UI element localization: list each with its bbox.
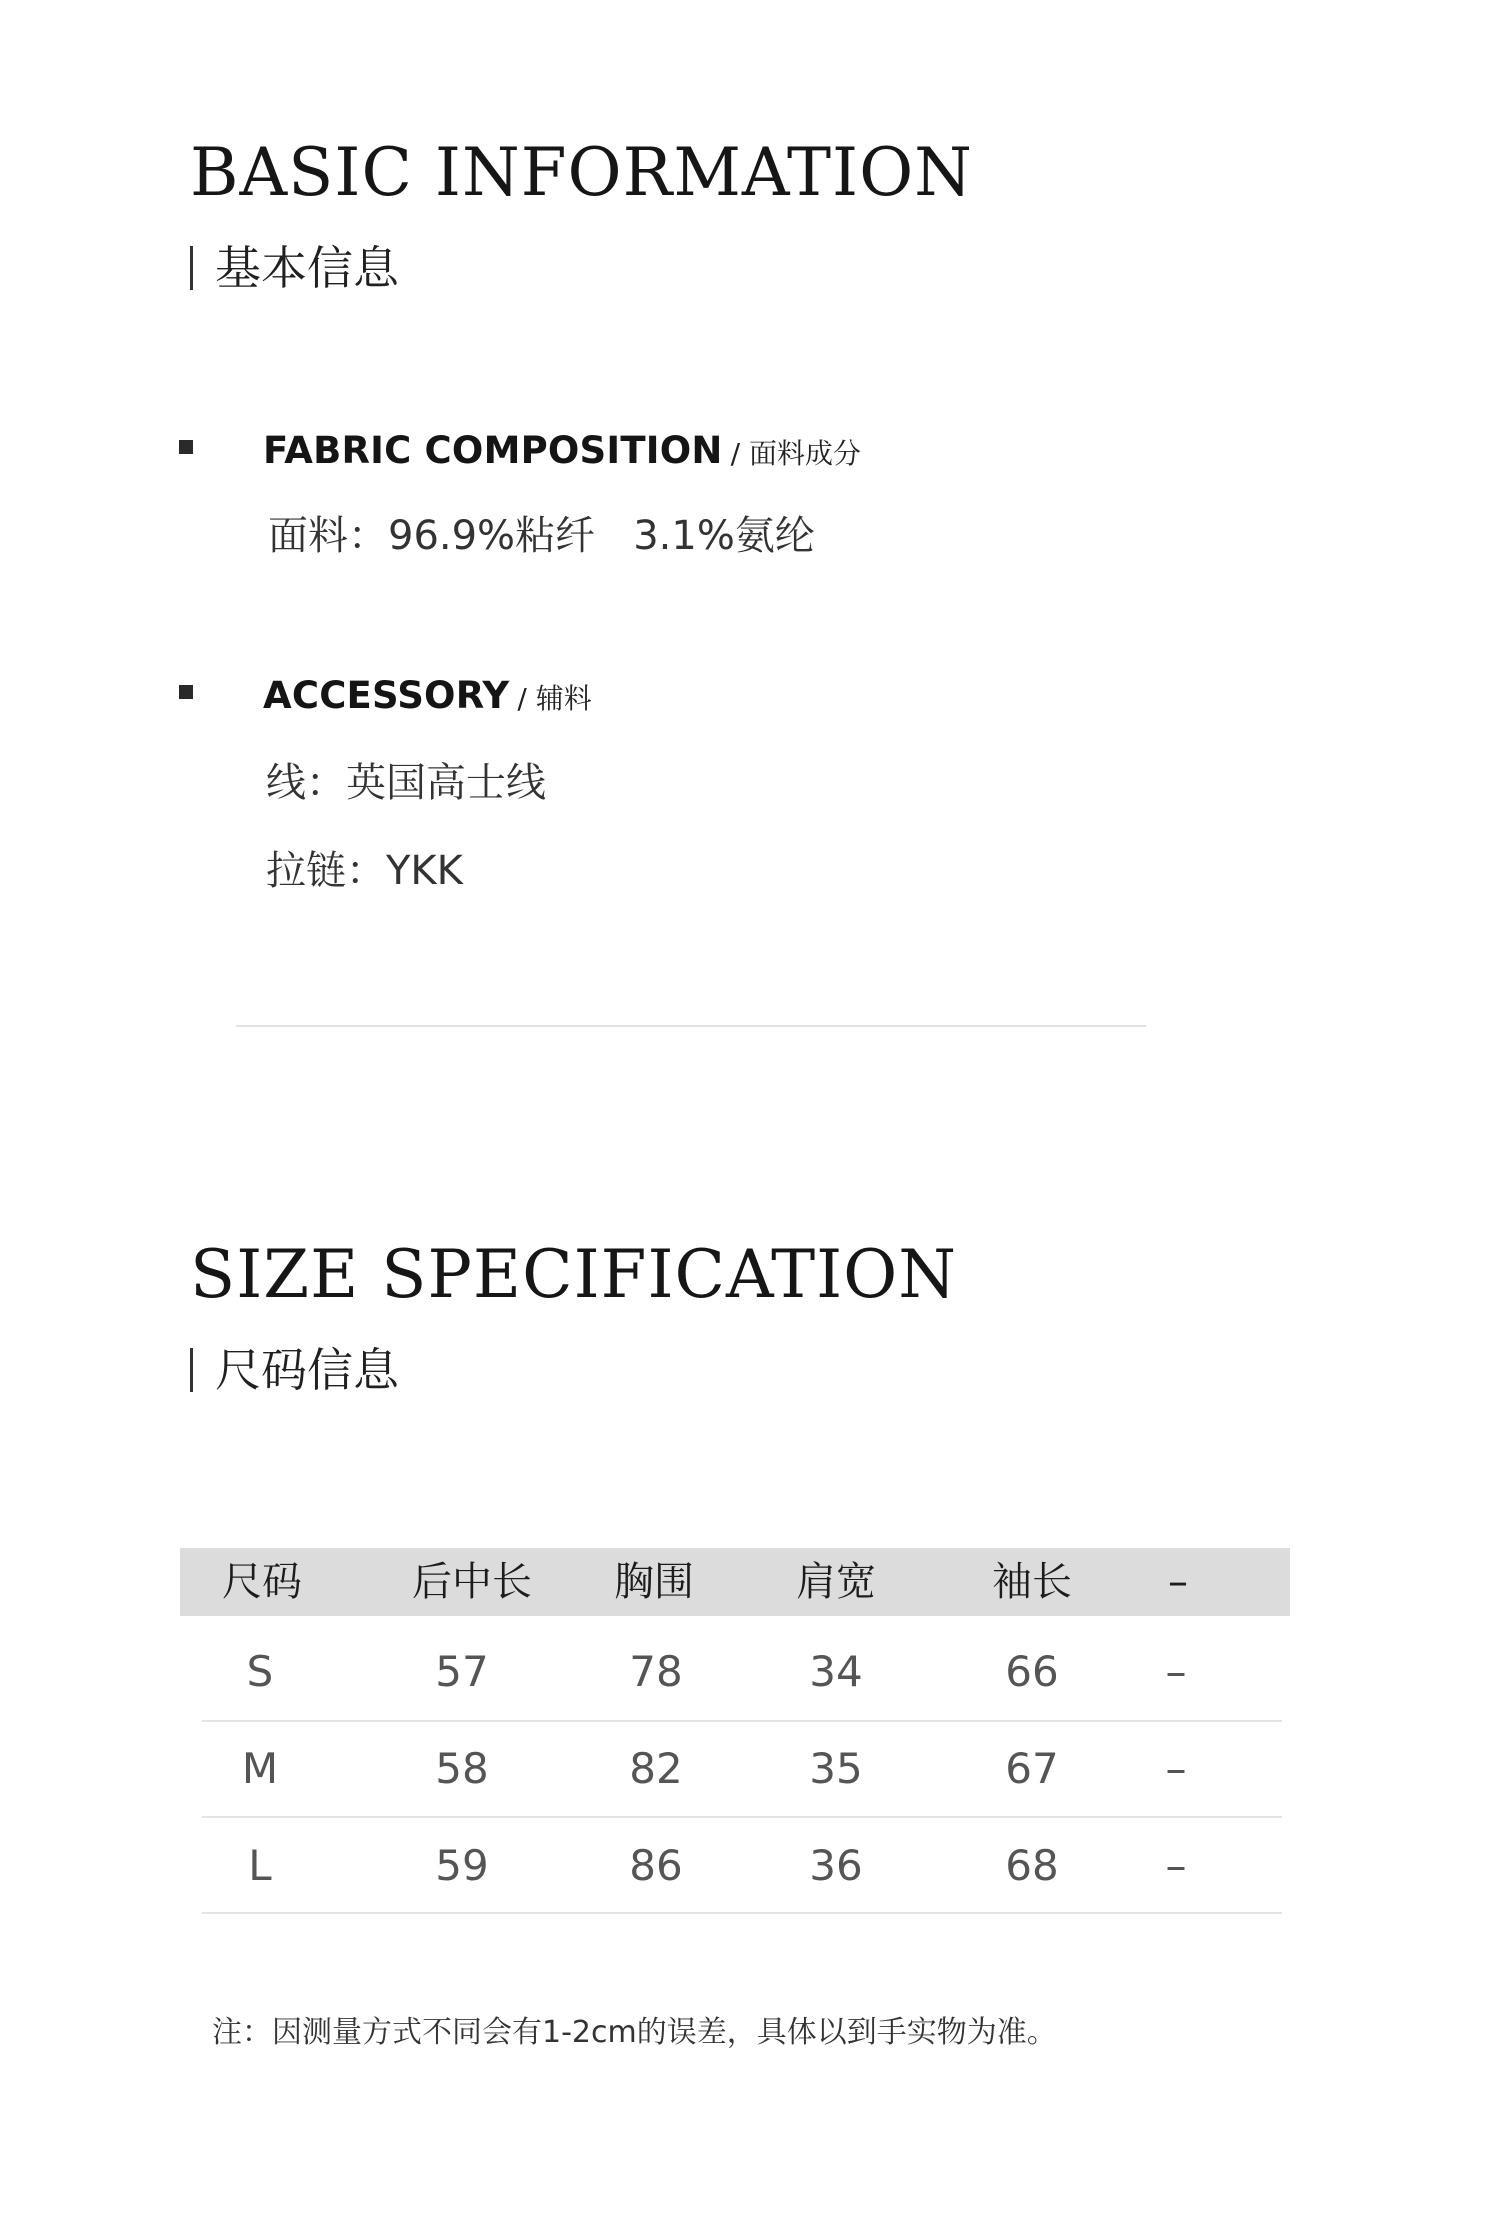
size-spec-subtitle bbox=[190, 1343, 399, 1397]
cell-chest: 86 bbox=[629, 1841, 683, 1890]
cell-chest: 78 bbox=[629, 1647, 683, 1696]
header-size: 尺码 bbox=[222, 1559, 302, 1605]
row-divider bbox=[202, 1912, 1282, 1914]
cell-extra: – bbox=[1165, 1647, 1187, 1696]
cell-size: L bbox=[248, 1841, 272, 1890]
accessory-heading-en: ACCESSORY bbox=[263, 674, 510, 717]
cell-length: 59 bbox=[435, 1841, 489, 1890]
table-row bbox=[180, 1744, 1290, 1798]
table-row bbox=[180, 1647, 1290, 1701]
cell-sleeve: 67 bbox=[1005, 1744, 1059, 1793]
size-spec-subtitle-text: 尺码信息 bbox=[215, 1343, 399, 1397]
cell-chest: 82 bbox=[629, 1744, 683, 1793]
basic-info-title: BASIC INFORMATION bbox=[190, 134, 973, 211]
accessory-heading-cn: / 辅料 bbox=[517, 682, 592, 715]
bullet-square-icon bbox=[179, 440, 193, 454]
accessory-zipper: 拉链：YKK bbox=[266, 848, 463, 894]
cell-sleeve: 66 bbox=[1005, 1647, 1059, 1696]
cell-extra: – bbox=[1165, 1744, 1187, 1793]
size-spec-title: SIZE SPECIFICATION bbox=[190, 1236, 958, 1313]
cell-shoulder: 34 bbox=[809, 1647, 863, 1696]
cell-size: M bbox=[241, 1744, 279, 1793]
cell-length: 58 bbox=[435, 1744, 489, 1793]
row-divider bbox=[202, 1720, 1282, 1722]
fabric-heading bbox=[263, 429, 861, 472]
header-length: 后中长 bbox=[412, 1559, 532, 1605]
accessory-heading bbox=[263, 674, 592, 717]
size-table-header bbox=[180, 1548, 1290, 1616]
row-divider bbox=[202, 1816, 1282, 1818]
subtitle-bar bbox=[190, 1348, 193, 1392]
accessory-thread: 线：英国高士线 bbox=[266, 760, 546, 806]
header-chest: 胸围 bbox=[614, 1559, 694, 1605]
cell-shoulder: 36 bbox=[809, 1841, 863, 1890]
section-divider bbox=[236, 1025, 1146, 1027]
basic-info-subtitle-text: 基本信息 bbox=[215, 241, 399, 295]
header-extra: – bbox=[1168, 1559, 1188, 1605]
fabric-heading-cn: / 面料成分 bbox=[730, 437, 861, 470]
cell-length: 57 bbox=[435, 1647, 489, 1696]
header-shoulder: 肩宽 bbox=[796, 1559, 876, 1605]
fabric-detail: 面料：96.9%粘纤 3.1%氨纶 bbox=[268, 513, 815, 559]
cell-shoulder: 35 bbox=[809, 1744, 863, 1793]
cell-sleeve: 68 bbox=[1005, 1841, 1059, 1890]
measurement-note: 注：因测量方式不同会有1-2cm的误差，具体以到手实物为准。 bbox=[212, 2015, 1057, 2050]
basic-info-subtitle bbox=[190, 241, 399, 295]
cell-extra: – bbox=[1165, 1841, 1187, 1890]
fabric-heading-en: FABRIC COMPOSITION bbox=[263, 429, 723, 472]
table-row bbox=[180, 1841, 1290, 1895]
cell-size: S bbox=[246, 1647, 274, 1696]
header-sleeve: 袖长 bbox=[992, 1559, 1072, 1605]
bullet-square-icon bbox=[179, 685, 193, 699]
subtitle-bar bbox=[190, 246, 193, 290]
